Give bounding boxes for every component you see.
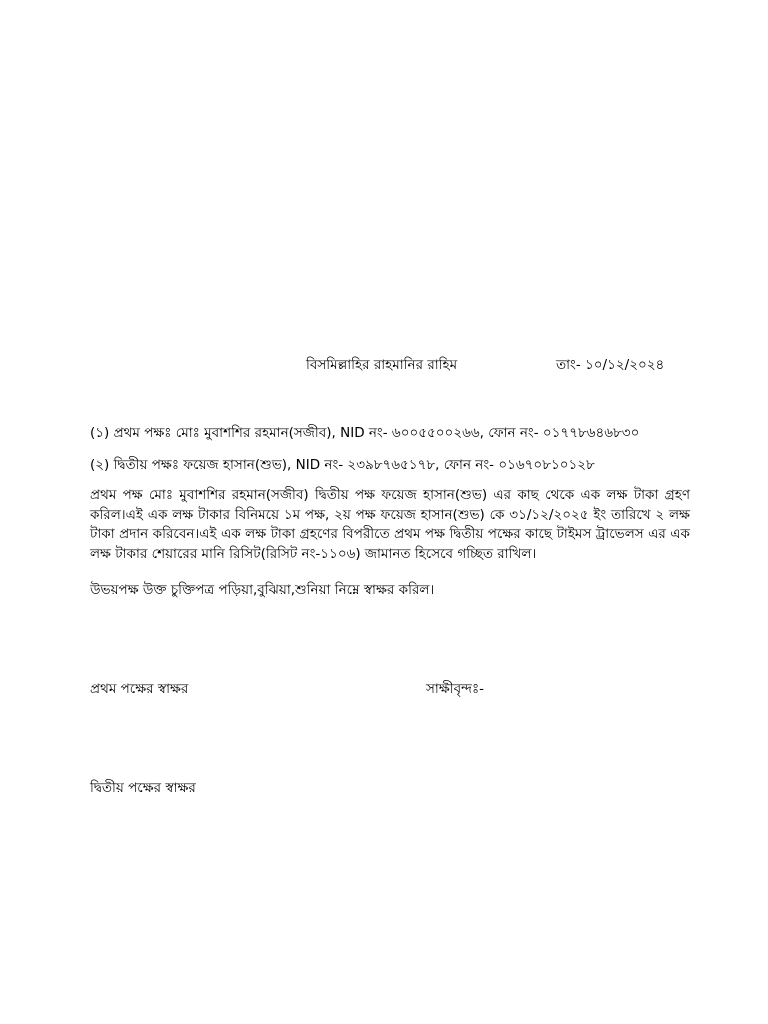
second-party-signature-label: দ্বিতীয় পক্ষের স্বাক্ষর [90, 780, 196, 796]
witnesses-label: সাক্ষীবৃন্দঃ- [426, 681, 485, 697]
bismillah-heading: বিসমিল্লাহির রাহমানির রাহিম [306, 357, 458, 373]
document-date: তাং- ১০/১২/২০২৪ [556, 357, 665, 373]
first-party-details: (১) প্রথম পক্ষঃ মোঃ মুবাশশির রহমান(সজীব), NID নং- ৬০০৫৫০০২৬৬, ফোন নং- ০১৭৭৮৬৪৬৮৩০ [90, 425, 640, 441]
agreement-closing: উভয়পক্ষ উক্ত চুক্তিপত্র পড়িয়া,বুঝিয়া,শুনিয়া নিম্নে স্বাক্ষর করিল। [90, 582, 435, 598]
agreement-body: প্রথম পক্ষ মোঃ মুবাশশির রহমান(সজীব) দ্বিতীয় পক্ষ ফয়েজ হাসান(শুভ) এর কাছ থেকে এক লক্ষ টাকা গ্রহণ করিল।এই এক লক্ষ টাকার বিনিময়ে ১ম পক্ষ, ২য় পক্ষ ফয়েজ হাসান(শুভ) কে ৩১/১২/২০২৫ ইং তারিখে ২ লক্ষ টাকা প্রদান করিবেন।এই এক লক্ষ টাকা গ্রহণের বিপরীতে প্রথম পক্ষ দ্বিতীয় পক্ষের কাছে টাইমস ট্রাভেলস এর এক লক্ষ টাকার শেয়ারের মানি রিসিট(রিসিট নং-১১০৬) জামানত হিসেবে গচ্ছিত রাখিল। [90, 487, 690, 562]
first-party-signature-label: প্রথম পক্ষের স্বাক্ষর [90, 681, 189, 697]
second-party-details: (২) দ্বিতীয় পক্ষঃ ফয়েজ হাসান(শুভ), NID নং- ২৩৯৮৭৬৫১৭৮, ফোন নং- ০১৬৭০৮১০১২৮ [90, 457, 595, 473]
document-header [0, 354, 768, 376]
